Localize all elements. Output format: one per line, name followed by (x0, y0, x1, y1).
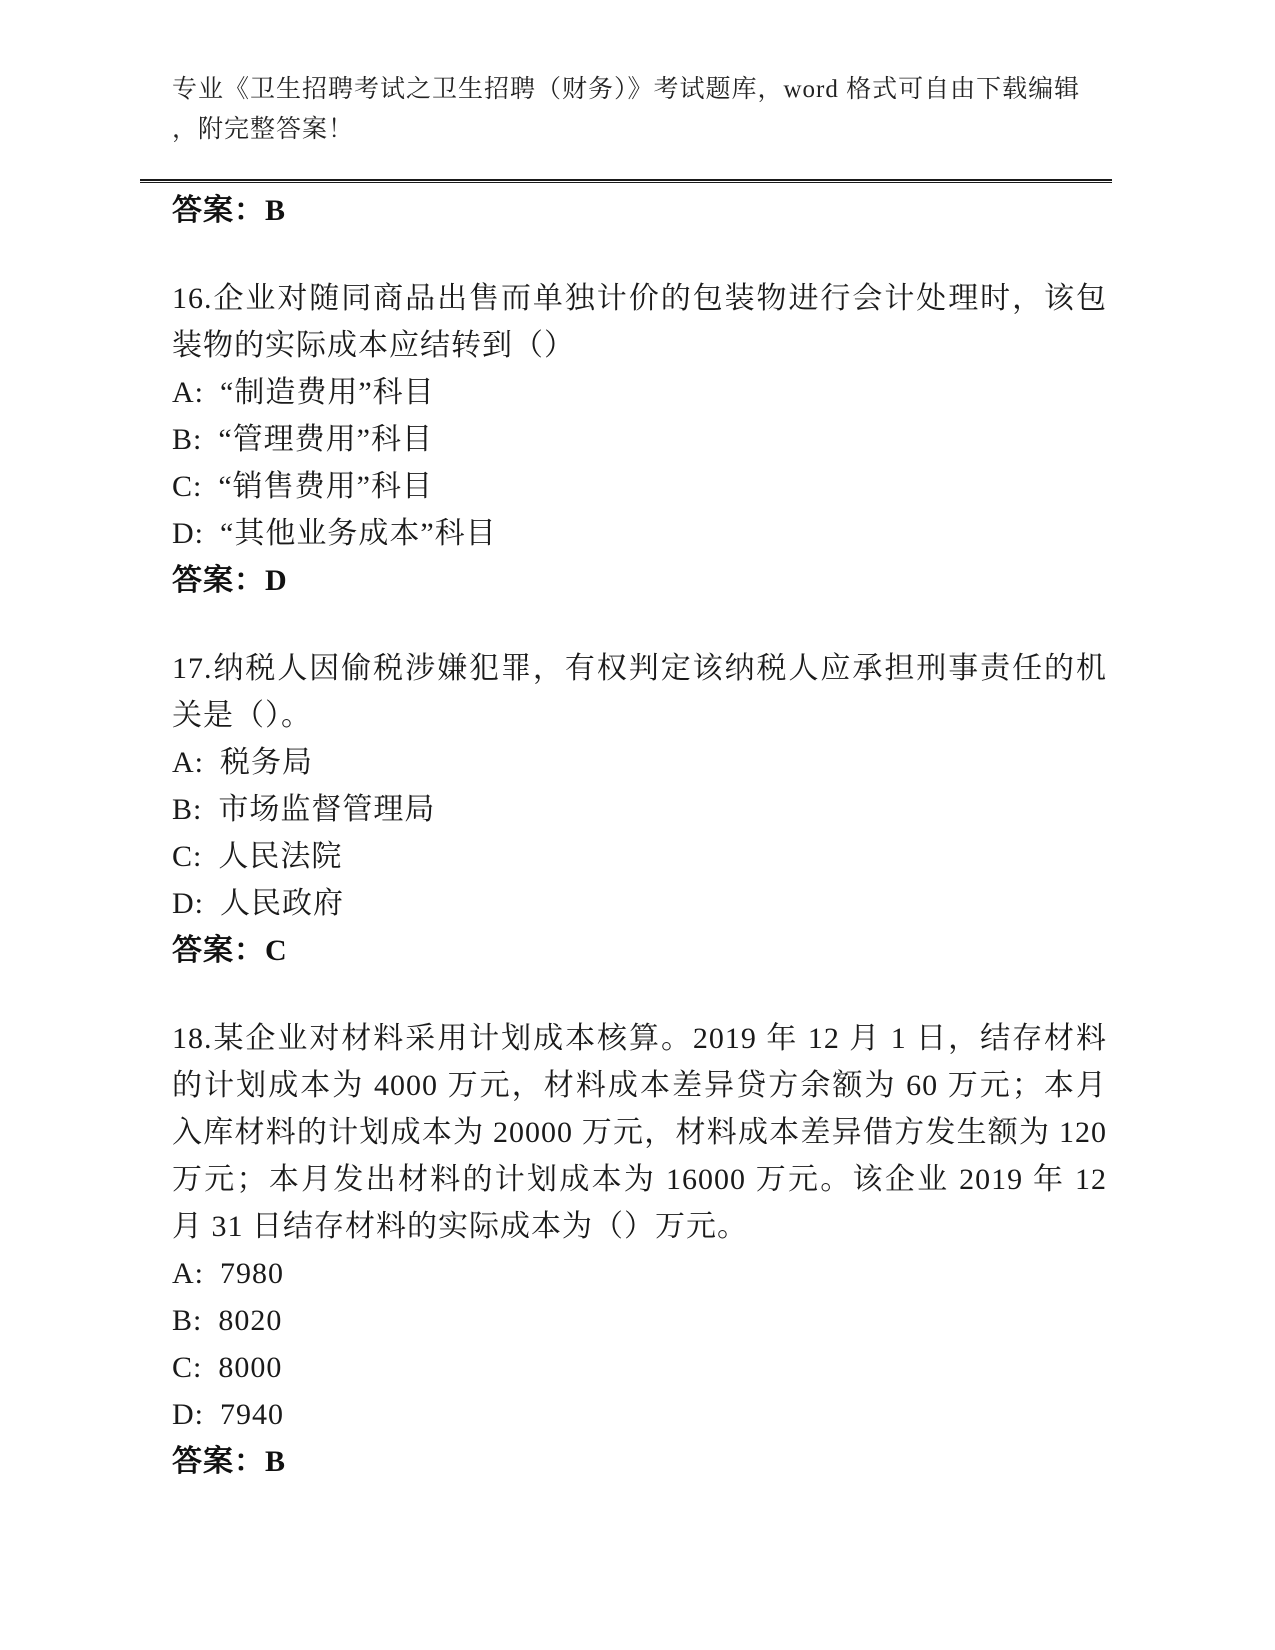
question-16-option-b (172, 416, 1107, 463)
document-body (172, 187, 1107, 1485)
question-17-option-c (172, 833, 1107, 880)
question-16-option-d (172, 510, 1107, 557)
answer-value: D (265, 564, 288, 597)
option-letter: C: (172, 470, 203, 503)
option-text: “制造费用”科目 (220, 376, 435, 409)
question-17-option-b (172, 786, 1107, 833)
option-text: “其他业务成本”科目 (220, 517, 497, 550)
option-letter: D: (172, 1398, 204, 1431)
option-letter: B: (172, 423, 203, 456)
answer-label: 答案： (172, 1445, 265, 1478)
answer-label: 答案： (172, 194, 265, 227)
question-16-block (172, 275, 1107, 604)
option-text: “管理费用”科目 (218, 423, 433, 456)
option-letter: B: (172, 1304, 203, 1337)
option-letter: C: (172, 1351, 203, 1384)
question-18-answer-line (172, 1438, 1107, 1485)
question-18-option-c (172, 1344, 1107, 1391)
question-16-text: 16.企业对随同商品出售而单独计价的包装物进行会计处理时，该包装物的实际成本应结转到（） (172, 282, 1107, 362)
question-17-option-d (172, 880, 1107, 927)
header-line-2: ，附完整答案！ (172, 116, 355, 143)
answer-value: B (265, 194, 287, 227)
question-18-option-d (172, 1391, 1107, 1438)
question-18-text: 18.某企业对材料采用计划成本核算。2019 年 12 月 1 日，结存材料的计划成本为 4000 万元，材料成本差异贷方余额为 60 万元；本月入库材料的计划成本为 20000 万元，材料成本差异借方发生额为 120 万元；本月发出材料的计划成本为 16000 万元。该企业 2019 年 12 月 31 日结存材料的实际成本为（）万元。 (172, 1022, 1107, 1243)
option-text: “销售费用”科目 (218, 470, 433, 503)
option-text: 8020 (218, 1304, 283, 1337)
option-letter: C: (172, 840, 203, 873)
option-text: 税务局 (220, 746, 313, 779)
question-17-answer-line (172, 927, 1107, 974)
question-17-option-a (172, 739, 1107, 786)
option-text: 人民法院 (218, 840, 343, 873)
answer-line-previous-question (172, 187, 1107, 234)
answer-value: B (265, 1445, 287, 1478)
answer-label: 答案： (172, 564, 265, 597)
option-letter: A: (172, 376, 204, 409)
header-divider (140, 179, 1112, 183)
header-line-1: 专业《卫生招聘考试之卫生招聘（财务）》考试题库，word 格式可自由下载编辑 (172, 76, 1081, 103)
question-18-option-b (172, 1297, 1107, 1344)
option-text: 7980 (220, 1257, 284, 1290)
question-18-block (172, 1015, 1107, 1485)
option-letter: D: (172, 517, 204, 550)
option-text: 市场监督管理局 (218, 793, 436, 826)
answer-value: C (265, 934, 288, 967)
question-16-option-a (172, 369, 1107, 416)
question-17-block (172, 645, 1107, 974)
question-18-option-a (172, 1250, 1107, 1297)
option-text: 8000 (218, 1351, 283, 1384)
question-16-answer-line (172, 557, 1107, 604)
option-letter: D: (172, 887, 204, 920)
option-letter: B: (172, 793, 203, 826)
option-letter: A: (172, 1257, 204, 1290)
option-text: 7940 (220, 1398, 284, 1431)
question-16-option-c (172, 463, 1107, 510)
question-17-text: 17.纳税人因偷税涉嫌犯罪，有权判定该纳税人应承担刑事责任的机关是（）。 (172, 652, 1107, 732)
answer-label: 答案： (172, 934, 265, 967)
option-text: 人民政府 (220, 887, 344, 920)
document-header (172, 70, 1112, 150)
option-letter: A: (172, 746, 204, 779)
